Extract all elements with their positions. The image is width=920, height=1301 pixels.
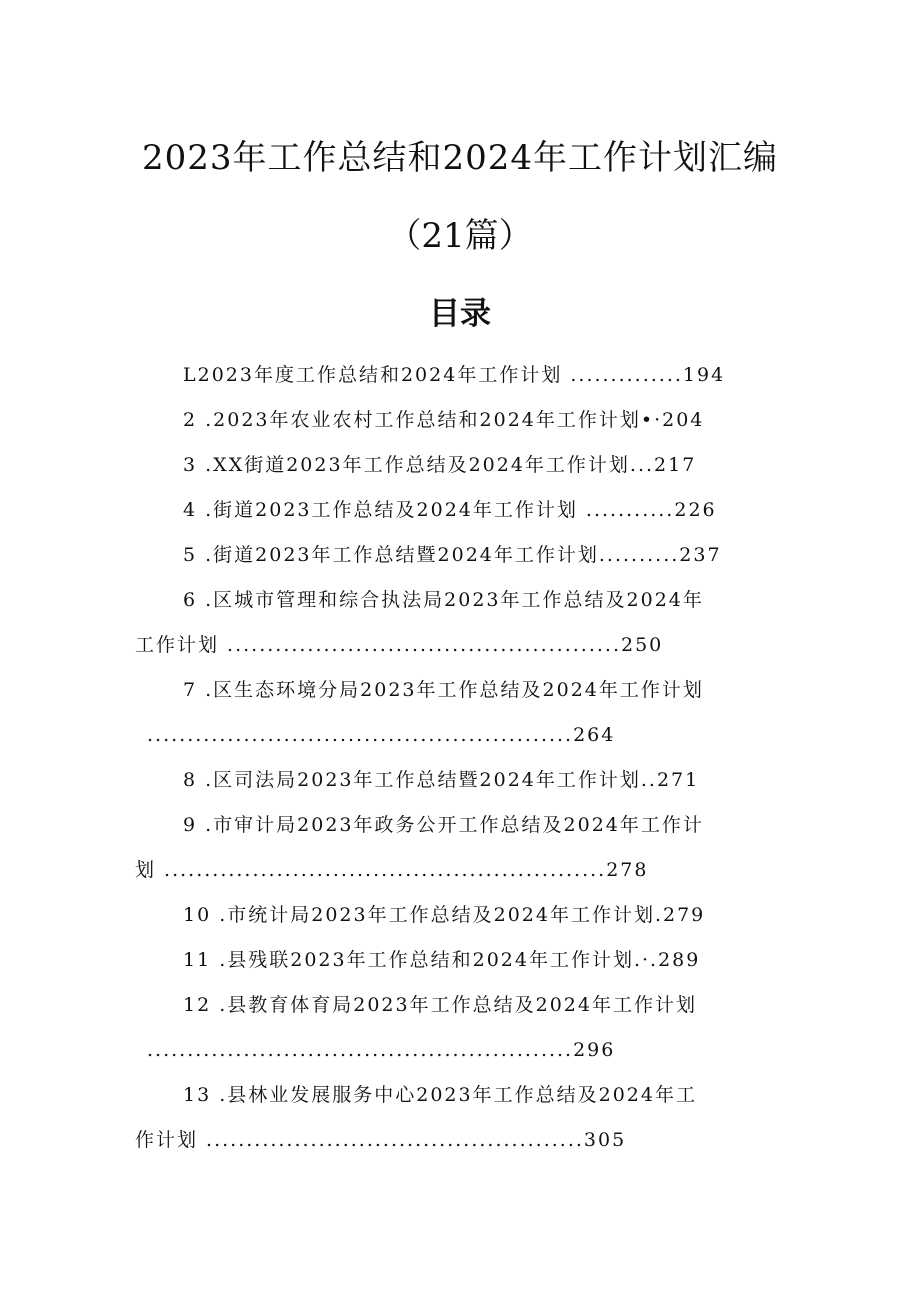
toc-entry-9-line-1[interactable]: 9 .市审计局2023年政务公开工作总结及2024年工作计 <box>183 814 704 836</box>
document-title: 2023年工作总结和2024年工作计划汇编 <box>141 138 779 178</box>
toc-entry-3-line-1[interactable]: 3 .XX街道2023年工作总结及2024年工作计划...217 <box>183 454 697 476</box>
toc-entry-6-line-1[interactable]: 6 .区城市管理和综合执法局2023年工作总结及2024年 <box>183 589 704 611</box>
toc-entry-6-line-2[interactable]: 工作计划 .................................................250 <box>135 634 664 656</box>
document-subtitle: （21篇） <box>387 216 533 256</box>
toc-entry-11-line-1[interactable]: 11 .县残联2023年工作总结和2024年工作计划.·.289 <box>183 949 701 971</box>
toc-entry-13-line-2[interactable]: 作计划 ...............................................305 <box>135 1129 627 1151</box>
toc-heading: 目录 <box>429 296 491 332</box>
toc-entry-9-line-2[interactable]: 划 .......................................................278 <box>135 859 649 881</box>
toc-entry-7-line-1[interactable]: 7 .区生态环境分局2023年工作总结及2024年工作计划 <box>183 679 704 701</box>
toc-entry-2-line-1[interactable]: 2 .2023年农业农村工作总结和2024年工作计划•·204 <box>183 409 705 431</box>
toc-entry-8-line-1[interactable]: 8 .区司法局2023年工作总结暨2024年工作计划..271 <box>183 769 700 791</box>
toc-entry-5-line-1[interactable]: 5 .街道2023年工作总结暨2024年工作计划..........237 <box>183 544 722 566</box>
toc-entry-12-line-2[interactable]: .....................................................296 <box>147 1039 616 1061</box>
toc-entry-12-line-1[interactable]: 12 .县教育体育局2023年工作总结及2024年工作计划 <box>183 994 697 1016</box>
toc-entry-7-line-2[interactable]: .....................................................264 <box>147 724 616 746</box>
toc-entry-1-line-1[interactable]: L2023年度工作总结和2024年工作计划 ..............194 <box>183 364 726 386</box>
toc-entry-13-line-1[interactable]: 13 .县林业发展服务中心2023年工作总结及2024年工 <box>183 1084 697 1106</box>
toc-entry-10-line-1[interactable]: 10 .市统计局2023年工作总结及2024年工作计划.279 <box>183 904 706 926</box>
toc-entry-4-line-1[interactable]: 4 .街道2023工作总结及2024年工作计划 ...........226 <box>183 499 717 521</box>
